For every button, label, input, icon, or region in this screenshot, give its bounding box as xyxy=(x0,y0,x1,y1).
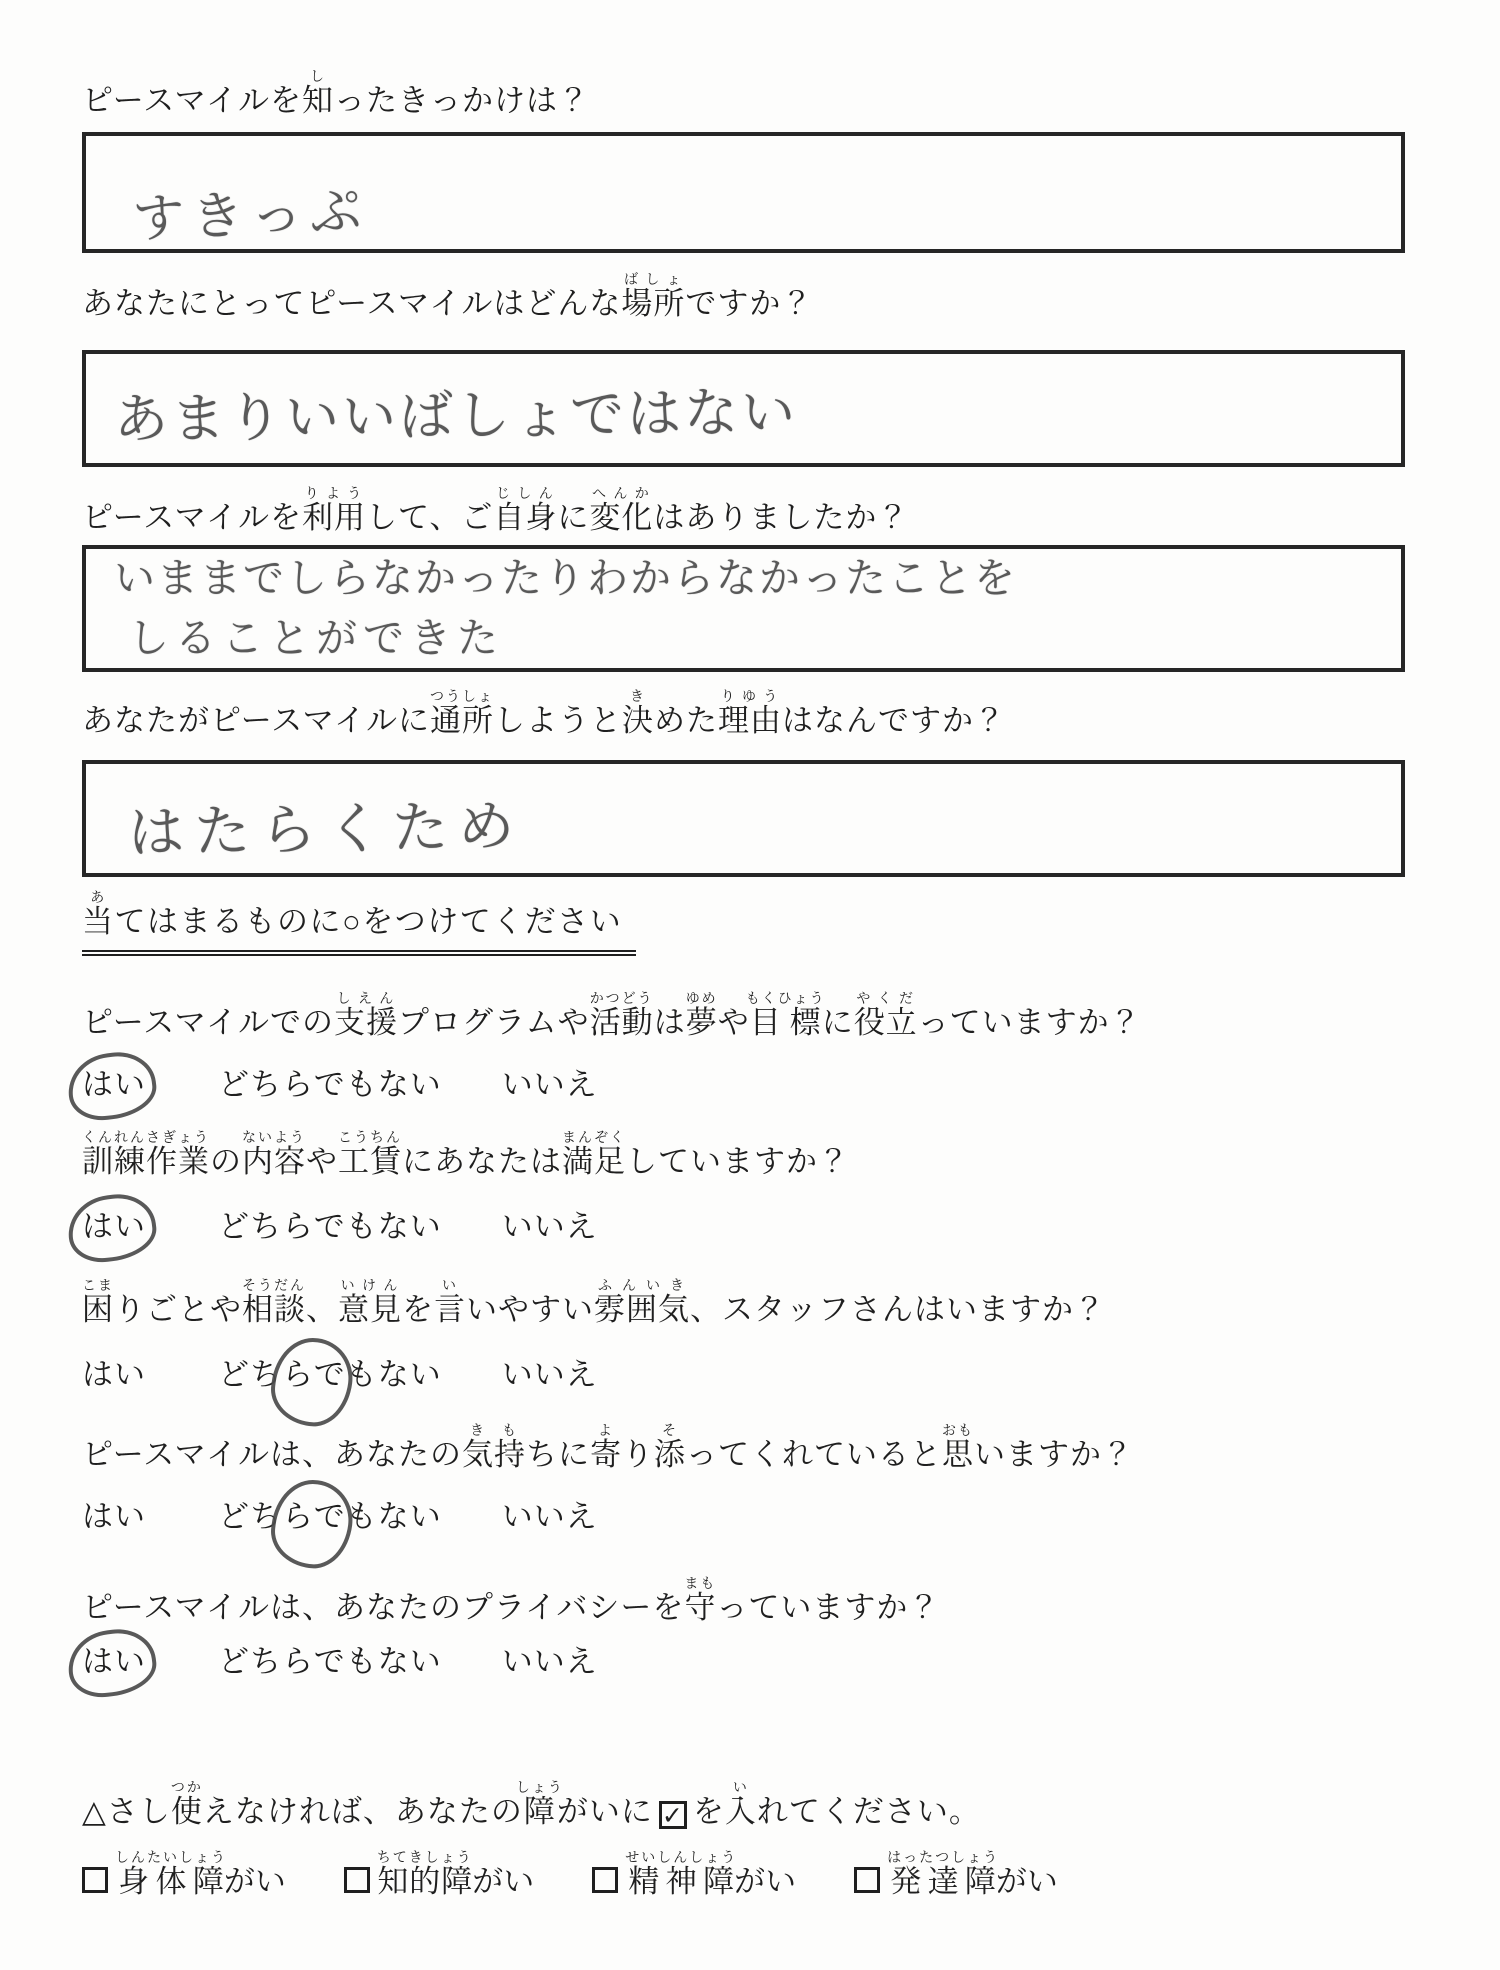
handwritten-answer-reason_attend: はたらくため xyxy=(127,794,525,867)
pencil-selection-circle xyxy=(267,1476,357,1573)
answer-box-what_place[interactable] xyxy=(82,350,1405,467)
option-neutral-easy_consult[interactable]: どちらでもない xyxy=(218,1355,442,1395)
answer-box-personal_change[interactable] xyxy=(82,545,1405,672)
handwritten-answer-what_place: あまりいいばしょではない xyxy=(113,380,799,452)
checked-checkbox-icon: ✓ xyxy=(659,1801,687,1829)
options-row-work_satisfaction xyxy=(82,1207,1405,1251)
option-neutral-program_useful[interactable]: どちらでもない xyxy=(218,1067,442,1103)
options-row-easy_consult xyxy=(82,1355,1405,1399)
section-heading-wrap xyxy=(82,891,1405,957)
checkbox-icon-intellectual[interactable] xyxy=(344,1867,370,1893)
answer-box-reason_attend[interactable] xyxy=(82,760,1405,877)
question-privacy: ピースマイルは、あなたのプライバシーを守まもっていますか？ xyxy=(82,1577,941,1626)
options-row-empathy xyxy=(82,1497,1405,1541)
option-neutral-privacy[interactable]: どちらでもない xyxy=(218,1643,442,1679)
answer-box-how_found[interactable] xyxy=(82,132,1405,253)
question-easy_consult: 困こまりごとや相談そうだん、意見いけんを言いいやすい雰囲気ふんいき、スタッフさんはいますか？ xyxy=(82,1278,1106,1327)
option-no-easy_consult[interactable]: いいえ xyxy=(501,1356,598,1392)
handwritten-answer-how_found: すきっぷ xyxy=(131,181,370,250)
question-what_place: あなたにとってピースマイルはどんな場所ばしょですか？ xyxy=(82,272,814,321)
checkbox-item-physical-disability[interactable]: 身体障しんたいしょうがい xyxy=(82,1851,286,1909)
pencil-selection-circle xyxy=(64,1190,159,1266)
pencil-selection-circle xyxy=(64,1048,159,1124)
option-yes-easy_consult[interactable]: はい xyxy=(82,1356,146,1392)
question-personal_change: ピースマイルを利用りようして、ご自身じしんに変化へんかはありましたか？ xyxy=(82,487,910,536)
option-yes-empathy[interactable]: はい xyxy=(82,1499,146,1535)
checkbox-item-intellectual-disability[interactable]: 知的障ちてきしょうがい xyxy=(344,1851,534,1909)
handwritten-answer-personal_change: しることができた xyxy=(128,613,504,662)
handwritten-answer-personal_change: いままでしらなかったりわからなかったことを xyxy=(114,554,1017,603)
section-heading: 当あてはまるものに○をつけてください xyxy=(82,891,636,957)
option-neutral-work_satisfaction[interactable]: どちらでもない xyxy=(218,1208,442,1244)
checkbox-item-mental-disability[interactable]: 精神障せいしんしょうがい xyxy=(592,1851,796,1909)
option-yes-work_satisfaction[interactable]: はい xyxy=(82,1207,146,1247)
question-empathy: ピースマイルは、あなたの気持きもちに寄より添そってくれていると思おもいますか？ xyxy=(82,1423,1134,1472)
option-neutral-empathy[interactable]: どちらでもない xyxy=(218,1497,442,1537)
disability-instruction: △さし使つかえなければ、あなたの障しょうがいに ✓ を入いれてください。 xyxy=(82,1780,981,1830)
checkbox-icon-developmental[interactable] xyxy=(854,1867,880,1893)
pencil-selection-circle xyxy=(267,1333,357,1430)
option-no-work_satisfaction[interactable]: いいえ xyxy=(501,1208,598,1244)
option-yes-program_useful[interactable]: はい xyxy=(82,1065,146,1105)
option-yes-privacy[interactable]: はい xyxy=(82,1642,146,1682)
option-no-program_useful[interactable]: いいえ xyxy=(501,1067,598,1103)
scanned-questionnaire-page xyxy=(0,70,1500,1908)
options-row-program_useful xyxy=(82,1065,1405,1109)
checkbox-icon-mental[interactable] xyxy=(592,1867,618,1893)
options-row-privacy xyxy=(82,1642,1405,1686)
question-work_satisfaction: 訓練作業くんれんさぎょうの内容ないようや工賃こうちんにあなたは満足まんぞくしていますか？ xyxy=(82,1131,850,1180)
question-reason_attend: あなたがピースマイルに通所つうしょしようと決きめた理由りゆうはなんですか？ xyxy=(82,690,1006,739)
option-no-privacy[interactable]: いいえ xyxy=(501,1643,598,1679)
option-no-empathy[interactable]: いいえ xyxy=(501,1499,598,1535)
checkbox-item-developmental-disability[interactable]: 発達障はったつしょうがい xyxy=(854,1851,1058,1909)
question-program_useful: ピースマイルでの支援しえんプログラムや活動かつどうは夢ゆめや目標もくひょうに役立やくだっていますか？ xyxy=(82,992,1142,1041)
pencil-selection-circle xyxy=(64,1625,159,1701)
checkbox-icon-physical[interactable] xyxy=(82,1867,108,1893)
question-how_found: ピースマイルを知しったきっかけは？ xyxy=(82,70,590,118)
